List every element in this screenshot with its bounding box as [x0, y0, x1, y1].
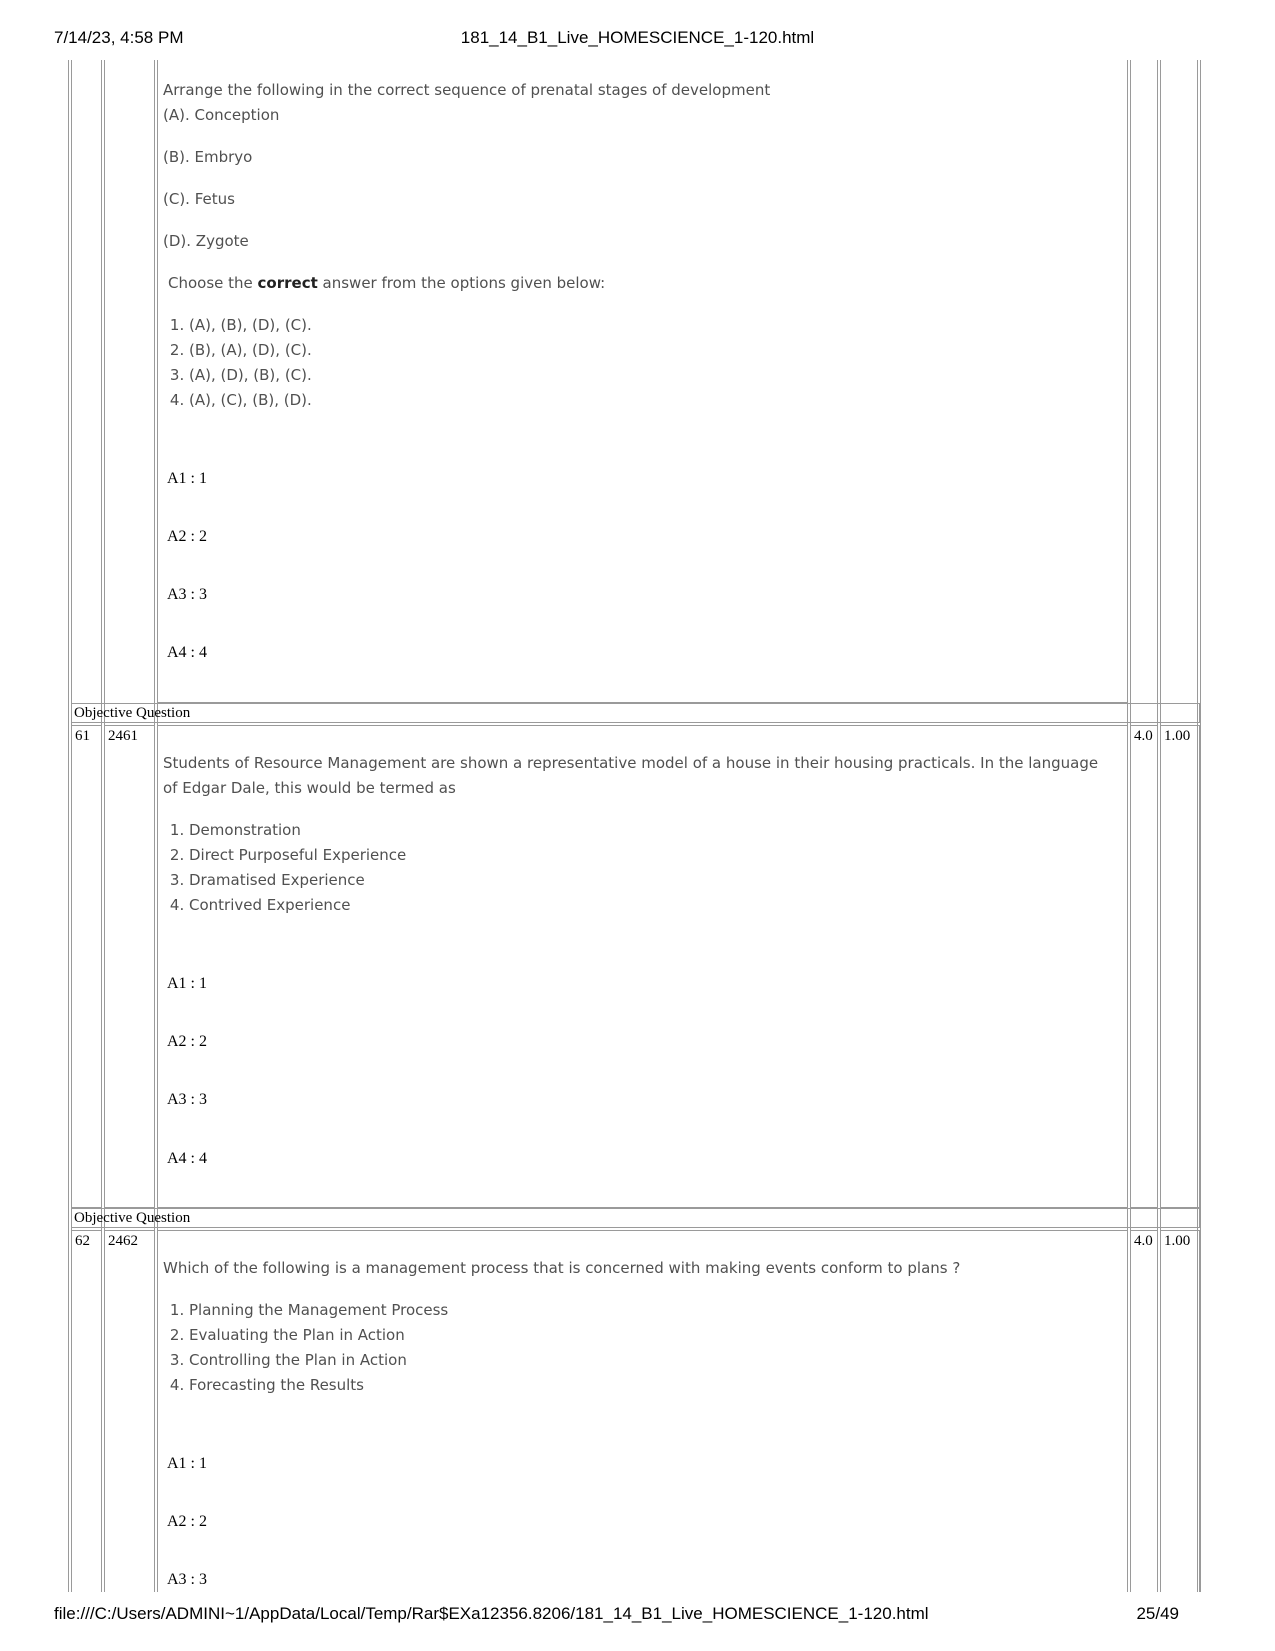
option-item: 2. Direct Purposeful Experience — [189, 843, 1113, 868]
answer-key: A3 : 3 — [167, 1091, 207, 1108]
answer-key: A1 : 1 — [167, 1455, 207, 1472]
negative-marks: 1.00 — [1160, 725, 1200, 1208]
answer-key: A1 : 1 — [167, 975, 207, 992]
marks: 4.0 — [1130, 725, 1158, 1208]
question-id: 2462 — [104, 1230, 155, 1592]
option-item: 3. Dramatised Experience — [189, 868, 1113, 893]
print-datetime: 7/14/23, 4:58 PM — [54, 28, 184, 47]
answer-key: A3 : 3 — [167, 586, 207, 603]
question-item: (A). Conception — [163, 106, 280, 124]
choose-emphasis: correct — [257, 274, 318, 292]
question-stem: Students of Resource Management are shown a representative model of a house in their housing practicals. In the language of Edgar Dale, this would be termed as — [163, 754, 1099, 797]
option-item: 1. Demonstration — [189, 818, 1113, 843]
section-label: Objective Question — [71, 703, 1200, 723]
answer-key: A2 : 2 — [167, 1033, 207, 1050]
question-stem: Which of the following is a management process that is concerned with making events conform to plans ? — [163, 1259, 961, 1277]
question-stem: Arrange the following in the correct sequence of prenatal stages of development — [163, 81, 771, 99]
marks: 4.0 — [1130, 1230, 1158, 1592]
option-item: 4. (A), (C), (B), (D). — [189, 388, 1113, 413]
option-list — [163, 313, 1113, 413]
table-rule — [68, 60, 69, 1592]
answer-key: A2 : 2 — [167, 528, 207, 545]
print-page-number: 25/49 — [1136, 1604, 1179, 1623]
option-item: 4. Forecasting the Results — [189, 1373, 1113, 1398]
section-label: Objective Question — [71, 1208, 1200, 1228]
answer-key: A2 : 2 — [167, 1513, 207, 1530]
option-item: 1. Planning the Management Process — [189, 1298, 1113, 1323]
question-61-body — [163, 751, 1113, 918]
option-item: 3. (A), (D), (B), (C). — [189, 363, 1113, 388]
answer-key: A3 : 3 — [167, 1571, 207, 1588]
serial-number: 61 — [71, 725, 102, 1208]
answer-key: A4 : 4 — [167, 1150, 207, 1167]
question-60-body — [163, 78, 1113, 413]
question-62-body — [163, 1256, 1113, 1398]
question-item: (D). Zygote — [163, 232, 249, 250]
print-title: 181_14_B1_Live_HOMESCIENCE_1-120.html — [460, 28, 815, 47]
question-item: (B). Embryo — [163, 148, 253, 166]
serial-number: 62 — [71, 1230, 102, 1592]
question-id: 2461 — [104, 725, 155, 1208]
option-item: 2. Evaluating the Plan in Action — [189, 1323, 1113, 1348]
choose-instruction: Choose the correct answer from the options given below: — [168, 274, 606, 292]
answer-key: A4 : 4 — [167, 644, 207, 661]
option-item: 4. Contrived Experience — [189, 893, 1113, 918]
negative-marks: 1.00 — [1160, 1230, 1200, 1592]
answer-key: A1 : 1 — [167, 470, 207, 487]
question-item: (C). Fetus — [163, 190, 235, 208]
option-item: 3. Controlling the Plan in Action — [189, 1348, 1113, 1373]
print-file-path: file:///C:/Users/ADMINI~1/AppData/Local/Temp/Rar$EXa12356.8206/181_14_B1_Live_HOMESCIENCE_1-120.html — [54, 1604, 929, 1623]
option-list — [163, 1298, 1113, 1398]
option-item: 1. (A), (B), (D), (C). — [189, 313, 1113, 338]
option-list — [163, 818, 1113, 918]
table-rule — [1200, 60, 1201, 1592]
option-item: 2. (B), (A), (D), (C). — [189, 338, 1113, 363]
